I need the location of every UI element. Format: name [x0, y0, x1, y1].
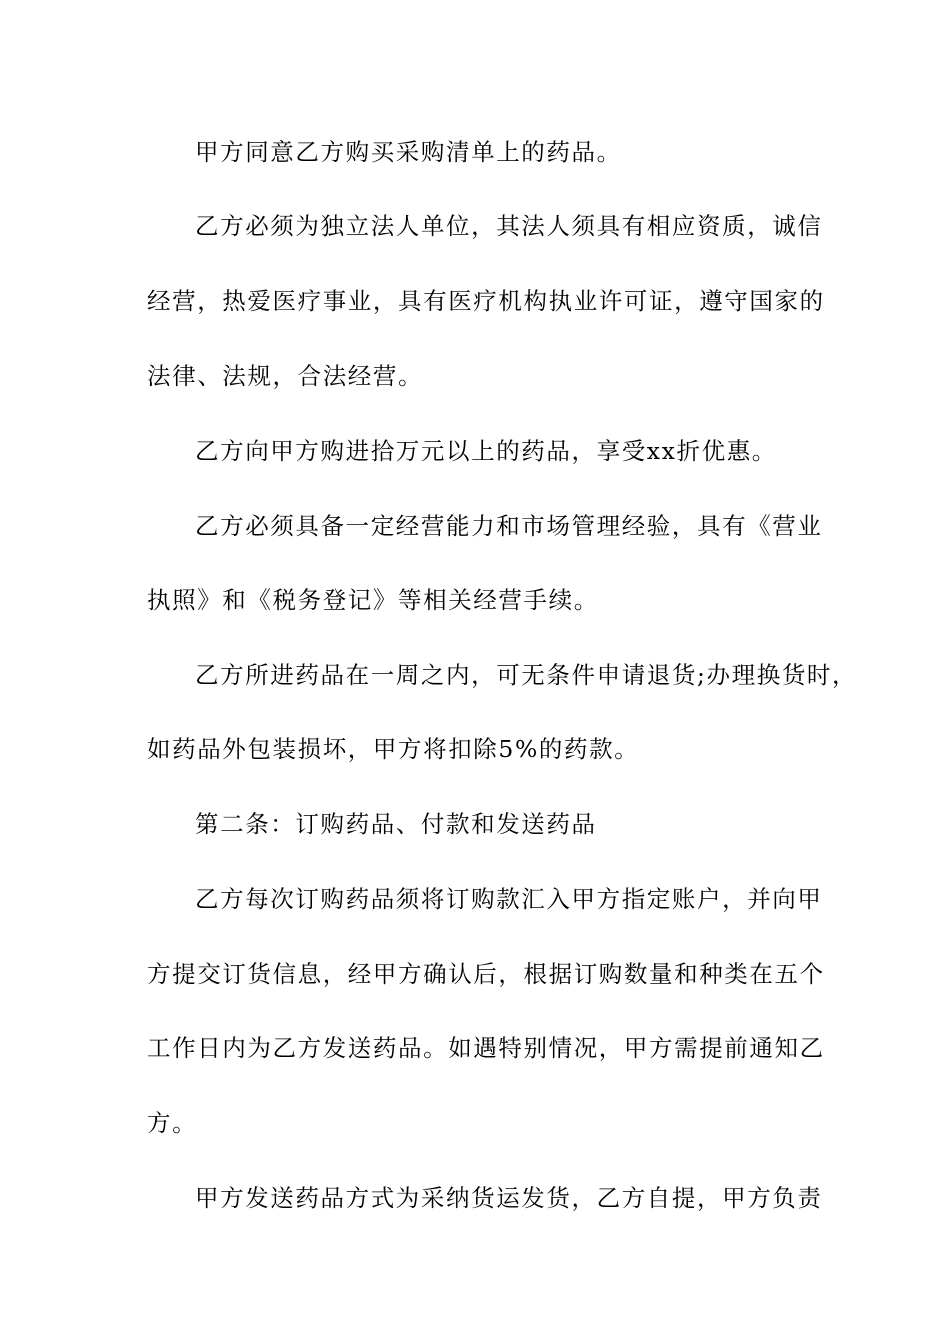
paragraph-line: 方。	[147, 1109, 198, 1137]
paragraph-line: 乙方必须为独立法人单位，其法人须具有相应资质，诚信	[195, 212, 823, 240]
paragraph-line: 经营，热爱医疗事业，具有医疗机构执业许可证，遵守国家的	[147, 287, 825, 315]
paragraph-line: 法律、法规，合法经营。	[147, 362, 424, 390]
paragraph-line: 方提交订货信息，经甲方确认后，根据订购数量和种类在五个	[147, 960, 825, 988]
paragraph-line: 执照》和《税务登记》等相关经营手续。	[147, 586, 599, 614]
paragraph-line: 工作日内为乙方发送药品。如遇特别情况，甲方需提前通知乙	[147, 1034, 825, 1062]
paragraph-line: 甲方发送药品方式为采纳货运发货，乙方自提，甲方负责	[195, 1184, 823, 1212]
section-heading: 第二条：订购药品、付款和发送药品	[195, 810, 597, 838]
paragraph-line: 如药品外包装损坏，甲方将扣除5%的药款。	[147, 735, 640, 763]
paragraph-line: 甲方同意乙方购买采购清单上的药品。	[195, 138, 622, 166]
paragraph-line: 乙方每次订购药品须将订购款汇入甲方指定账户，并向甲	[195, 885, 823, 913]
paragraph-line: 乙方必须具备一定经营能力和市场管理经验，具有《营业	[195, 512, 823, 540]
paragraph-line: 乙方所进药品在一周之内，可无条件申请退货;办理换货时，	[195, 661, 858, 689]
paragraph-line: 乙方向甲方购进拾万元以上的药品，享受xx折优惠。	[195, 437, 777, 465]
